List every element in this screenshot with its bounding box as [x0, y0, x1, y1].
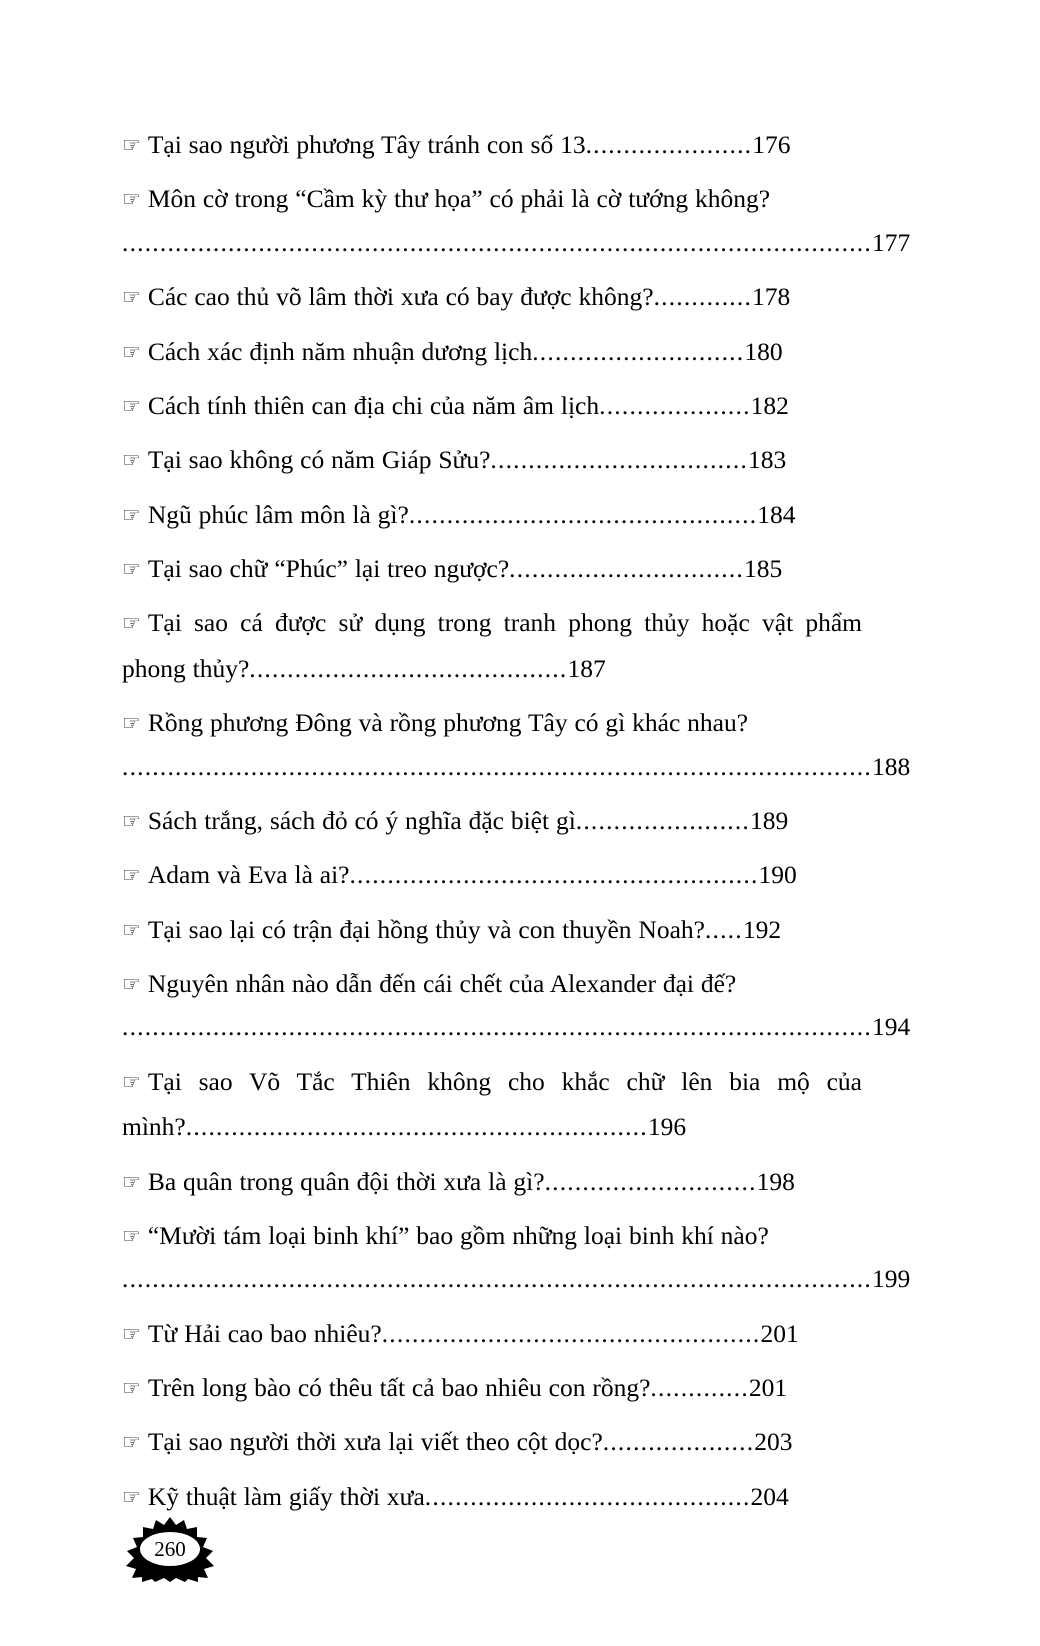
toc-entry[interactable]	[122, 1474, 862, 1519]
pointing-hand-icon: ☞	[122, 502, 141, 527]
toc-dot-leader: ..................................	[490, 445, 748, 475]
toc-entry[interactable]	[122, 329, 862, 374]
toc-entry-title: Kỹ thuật làm giấy thời xưa	[147, 1481, 425, 1511]
toc-entry-title: Cách tính thiên can địa chi của năm âm lịch	[147, 390, 600, 420]
toc-dot-leader: ...............................	[509, 554, 744, 583]
toc-entry-title: Tại sao lại có trận đại hồng thủy và con thuyền Noah?	[147, 914, 705, 944]
toc-entry[interactable]	[122, 961, 911, 1050]
toc-entry[interactable]	[122, 1365, 862, 1410]
toc-page-number: 183	[747, 445, 787, 475]
toc-leader-line	[122, 1004, 911, 1049]
toc-entry-title: Tại sao Võ Tắc Thiên không cho khắc chữ lên bia mộ của mình?	[122, 1066, 862, 1142]
pointing-hand-icon: ☞	[122, 187, 141, 212]
table-of-contents	[122, 122, 911, 1528]
pointing-hand-icon: ☞	[122, 285, 141, 310]
toc-entry-title: Cách xác định năm nhuận dương lịch	[147, 336, 533, 366]
toc-entry[interactable]	[122, 383, 862, 428]
toc-dot-leader: ..................................................	[381, 1318, 761, 1348]
toc-entry[interactable]	[122, 492, 862, 537]
pointing-hand-icon: ☞	[122, 1169, 141, 1194]
page-footer	[118, 1516, 228, 1584]
page-number: 260	[154, 1536, 186, 1561]
toc-entry[interactable]	[122, 1311, 862, 1356]
toc-entry-title: Tại sao chữ “Phúc” lại treo ngược?	[147, 554, 510, 583]
toc-entry-title: Tại sao cá được sử dụng trong tranh phong thủy hoặc vật phẩm phong thủy?	[122, 608, 862, 683]
pointing-hand-icon: ☞	[122, 711, 141, 736]
toc-page-number: 184	[757, 499, 796, 529]
pointing-hand-icon: ☞	[122, 611, 141, 636]
toc-dot-leader: ............................	[544, 1166, 757, 1196]
pointing-hand-icon: ☞	[122, 808, 141, 833]
toc-entry[interactable]	[122, 176, 911, 265]
pointing-hand-icon: ☞	[122, 557, 141, 581]
toc-dot-leader: ...................................................................................................	[122, 751, 872, 781]
toc-entry[interactable]	[122, 1419, 862, 1464]
pointing-hand-icon: ☞	[122, 133, 141, 157]
toc-page-number: 178	[752, 282, 791, 312]
toc-page-number: 185	[743, 554, 783, 583]
toc-entry-title: Môn cờ trong “Cầm kỳ thư họa” có phải là cờ tướng không?	[147, 184, 771, 214]
page-number-badge	[118, 1516, 222, 1582]
toc-leader-line	[122, 744, 911, 789]
toc-page-number: 204	[750, 1481, 789, 1511]
toc-page-number: 180	[744, 336, 783, 366]
toc-dot-leader: ....................	[602, 1427, 755, 1457]
pointing-hand-icon: ☞	[122, 339, 141, 364]
toc-dot-leader: ...........................................	[424, 1481, 751, 1511]
toc-entry-title: Ba quân trong quân đội thời xưa là gì?	[147, 1166, 545, 1196]
pointing-hand-icon: ☞	[122, 1376, 141, 1400]
toc-entry[interactable]	[122, 546, 862, 591]
toc-entry-title: Ngũ phúc lâm môn là gì?	[147, 499, 409, 529]
toc-dot-leader: .......................	[575, 805, 751, 835]
pointing-hand-icon: ☞	[122, 863, 141, 888]
pointing-hand-icon: ☞	[122, 393, 141, 418]
toc-entry-title: Tại sao người thời xưa lại viết theo cột dọc?	[147, 1427, 603, 1457]
toc-page-number: 201	[760, 1318, 799, 1348]
toc-page-number: 187	[567, 653, 606, 683]
pointing-hand-icon: ☞	[122, 1484, 141, 1509]
pointing-hand-icon: ☞	[122, 448, 141, 473]
toc-page-number: 188	[871, 751, 911, 781]
toc-entry[interactable]	[122, 852, 862, 897]
toc-dot-leader: .............	[653, 282, 753, 312]
toc-page-number: 194	[871, 1012, 911, 1042]
toc-entry[interactable]	[122, 274, 862, 319]
toc-dot-leader: ......................	[585, 130, 753, 159]
toc-entry[interactable]	[122, 798, 862, 843]
toc-dot-leader: ....................	[599, 390, 751, 420]
toc-dot-leader: ...................................................................................................	[122, 1264, 872, 1294]
pointing-hand-icon: ☞	[122, 1223, 141, 1248]
pointing-hand-icon: ☞	[122, 972, 141, 996]
toc-dot-leader: ............................	[532, 336, 745, 366]
toc-page-number: 199	[871, 1264, 911, 1294]
pointing-hand-icon: ☞	[122, 1430, 141, 1455]
toc-leader-line	[122, 220, 911, 265]
toc-page-number: 190	[758, 860, 797, 890]
pointing-hand-icon: ☞	[122, 917, 141, 942]
toc-entry-title: Adam và Eva là ai?	[147, 860, 350, 890]
toc-dot-leader: ......................................................	[349, 860, 759, 890]
toc-page-number: 182	[750, 390, 789, 420]
toc-page-number: 203	[754, 1427, 793, 1457]
toc-page-number: 196	[647, 1112, 687, 1142]
toc-leader-line	[122, 1256, 911, 1301]
toc-entry-title: Các cao thủ võ lâm thời xưa có bay được không?	[147, 282, 654, 312]
toc-dot-leader: .....	[704, 914, 743, 944]
toc-entry[interactable]	[122, 1213, 911, 1302]
toc-entry-title: Tại sao không có năm Giáp Sửu?	[147, 445, 491, 475]
toc-entry-title: Từ Hải cao bao nhiêu?	[147, 1318, 382, 1348]
toc-entry-title: Sách trắng, sách đỏ có ý nghĩa đặc biệt gì	[147, 805, 576, 835]
toc-entry[interactable]	[122, 907, 862, 952]
toc-entry-title: Trên long bào có thêu tất cả bao nhiêu con rồng?	[147, 1373, 651, 1402]
toc-entry-title: Tại sao người phương Tây tránh con số 13	[147, 130, 586, 159]
toc-page-number: 189	[750, 805, 789, 835]
toc-entry[interactable]	[122, 700, 911, 789]
toc-dot-leader: ...................................................................................................	[122, 227, 872, 257]
toc-entry[interactable]	[122, 1159, 862, 1204]
toc-entry-title: Nguyên nhân nào dẫn đến cái chết của Alexander đại đế?	[147, 969, 737, 998]
toc-entry-title: Rồng phương Đông và rồng phương Tây có gì khác nhau?	[147, 708, 749, 738]
toc-entry[interactable]	[122, 437, 862, 482]
toc-dot-leader: .............................................................	[185, 1112, 648, 1142]
toc-entry[interactable]	[122, 600, 862, 691]
toc-entry[interactable]	[122, 122, 862, 167]
toc-page-number: 176	[752, 130, 791, 159]
toc-dot-leader: .............	[650, 1373, 749, 1402]
toc-entry-title: “Mười tám loại binh khí” bao gồm những loại binh khí nào?	[147, 1220, 769, 1250]
toc-dot-leader: ..........................................	[249, 653, 568, 683]
toc-dot-leader: ..............................................	[408, 499, 758, 529]
pointing-hand-icon: ☞	[122, 1069, 141, 1094]
toc-page-number: 177	[871, 227, 911, 257]
pointing-hand-icon: ☞	[122, 1321, 141, 1346]
toc-entry[interactable]	[122, 1059, 862, 1150]
toc-page-number: 192	[742, 914, 782, 944]
toc-dot-leader: ...................................................................................................	[122, 1012, 872, 1042]
toc-page-number: 198	[756, 1166, 795, 1196]
toc-page-number: 201	[748, 1373, 788, 1402]
